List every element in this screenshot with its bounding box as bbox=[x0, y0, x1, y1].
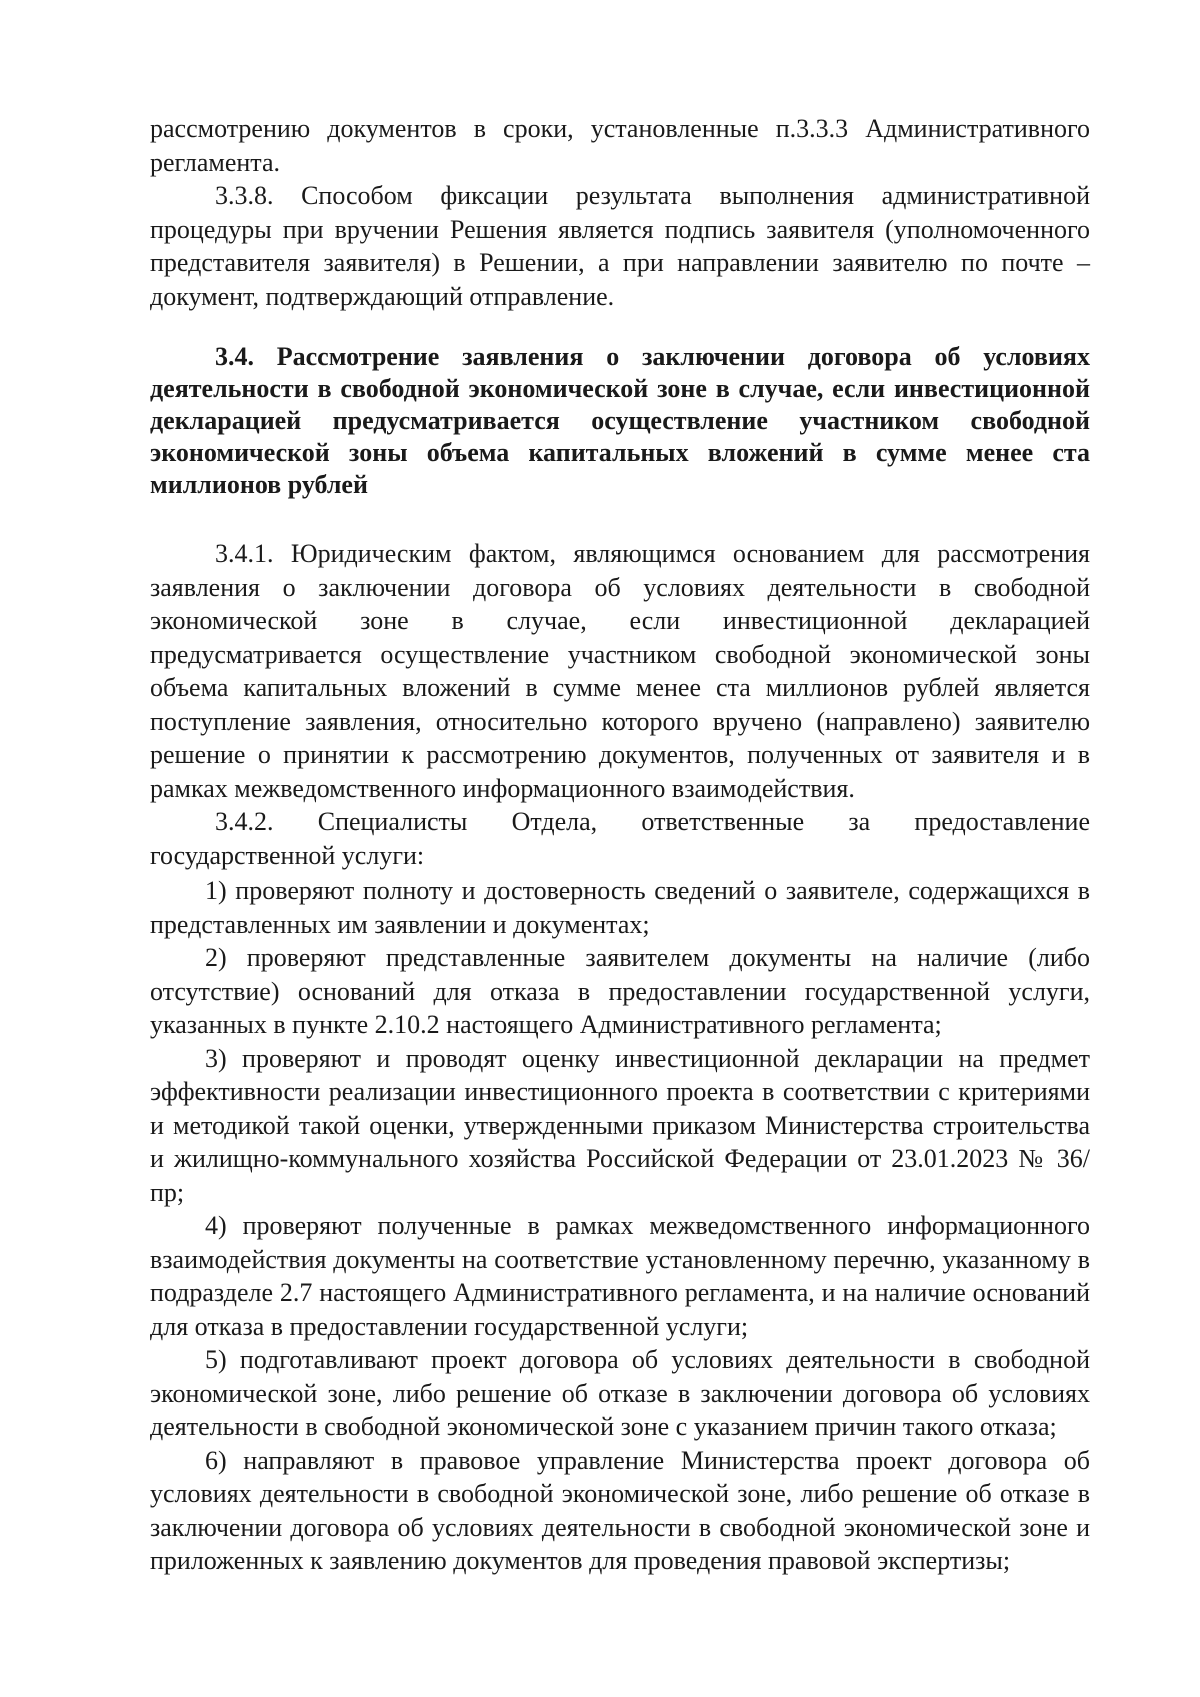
list-item: 4) проверяют полученные в рамках межведомственного информационного взаимодействия документы на соответствие установленному перечню, указанному в подразделе 2.7 настоящего Административного регламента, и на наличие оснований для отказа в предоставлении государственной услуги; bbox=[150, 1211, 1090, 1341]
paragraph-3-3-8: 3.3.8. Способом фиксации результата выполнения административной процедуры при вручении Решения является подпись заявителя (уполномоченного представителя заявителя) в Решении, а при направлении заявителю по почте – документ, подтверждающий отправление. bbox=[150, 181, 1090, 311]
list-item: 2) проверяют представленные заявителем документы на наличие (либо отсутствие) оснований для отказа в предоставлении государственной услуги, указанных в пункте 2.10.2 настоящего Административного регламента; bbox=[150, 943, 1090, 1039]
section-heading-3-4: 3.4. Рассмотрение заявления о заключении договора об условиях деятельности в свободной экономической зоне в случае, если инвестиционной декларацией предусматривается осуществление участником свободной экономической зоны объема капитальных вложений в сумме менее ста миллионов рублей bbox=[150, 342, 1090, 499]
document-page bbox=[150, 112, 1090, 1578]
list-item: 5) подготавливают проект договора об условиях деятельности в свободной экономической зоне, либо решение об отказе в заключении договора об условиях деятельности в свободной экономической зоне с указанием причин такого отказа; bbox=[150, 1345, 1090, 1441]
list-item: 6) направляют в правовое управление Министерства проект договора об условиях деятельности в свободной экономической зоне, либо решение об отказе в заключении договора об условиях деятельности в свободной экономической зоне и приложенных к заявлению документов для проведения правовой экспертизы; bbox=[150, 1445, 1090, 1575]
list-item: 3) проверяют и проводят оценку инвестиционной декларации на предмет эффективности реализации инвестиционного проекта в соответствии с критериями и методикой такой оценки, утвержденными приказом Министерства строительства и жилищно-коммунального хозяйства Российской Федерации от 23.01.2023 № 36/пр; bbox=[150, 1043, 1090, 1207]
paragraph-3-4-1: 3.4.1. Юридическим фактом, являющимся основанием для рассмотрения заявления о заключении договора об условиях деятельности в свободной экономической зоне в случае, если инвестиционной декларацией предусматривается осуществление участником свободной экономической зоны объема капитальных вложений в сумме менее ста миллионов рублей является поступление заявления, относительно которого вручено (направлено) заявителю решение о принятии к рассмотрению документов, полученных от заявителя и в рамках межведомственного информационного взаимодействия. bbox=[150, 539, 1090, 803]
list-item: 1) проверяют полноту и достоверность сведений о заявителе, содержащихся в представленных им заявлении и документах; bbox=[150, 876, 1090, 939]
paragraph-3-4-2: 3.4.2. Специалисты Отдела, ответственные за предоставление государственной услуги: bbox=[150, 807, 1090, 870]
continuation-paragraph: рассмотрению документов в сроки, установленные п.3.3.3 Административного регламента. bbox=[150, 114, 1090, 177]
